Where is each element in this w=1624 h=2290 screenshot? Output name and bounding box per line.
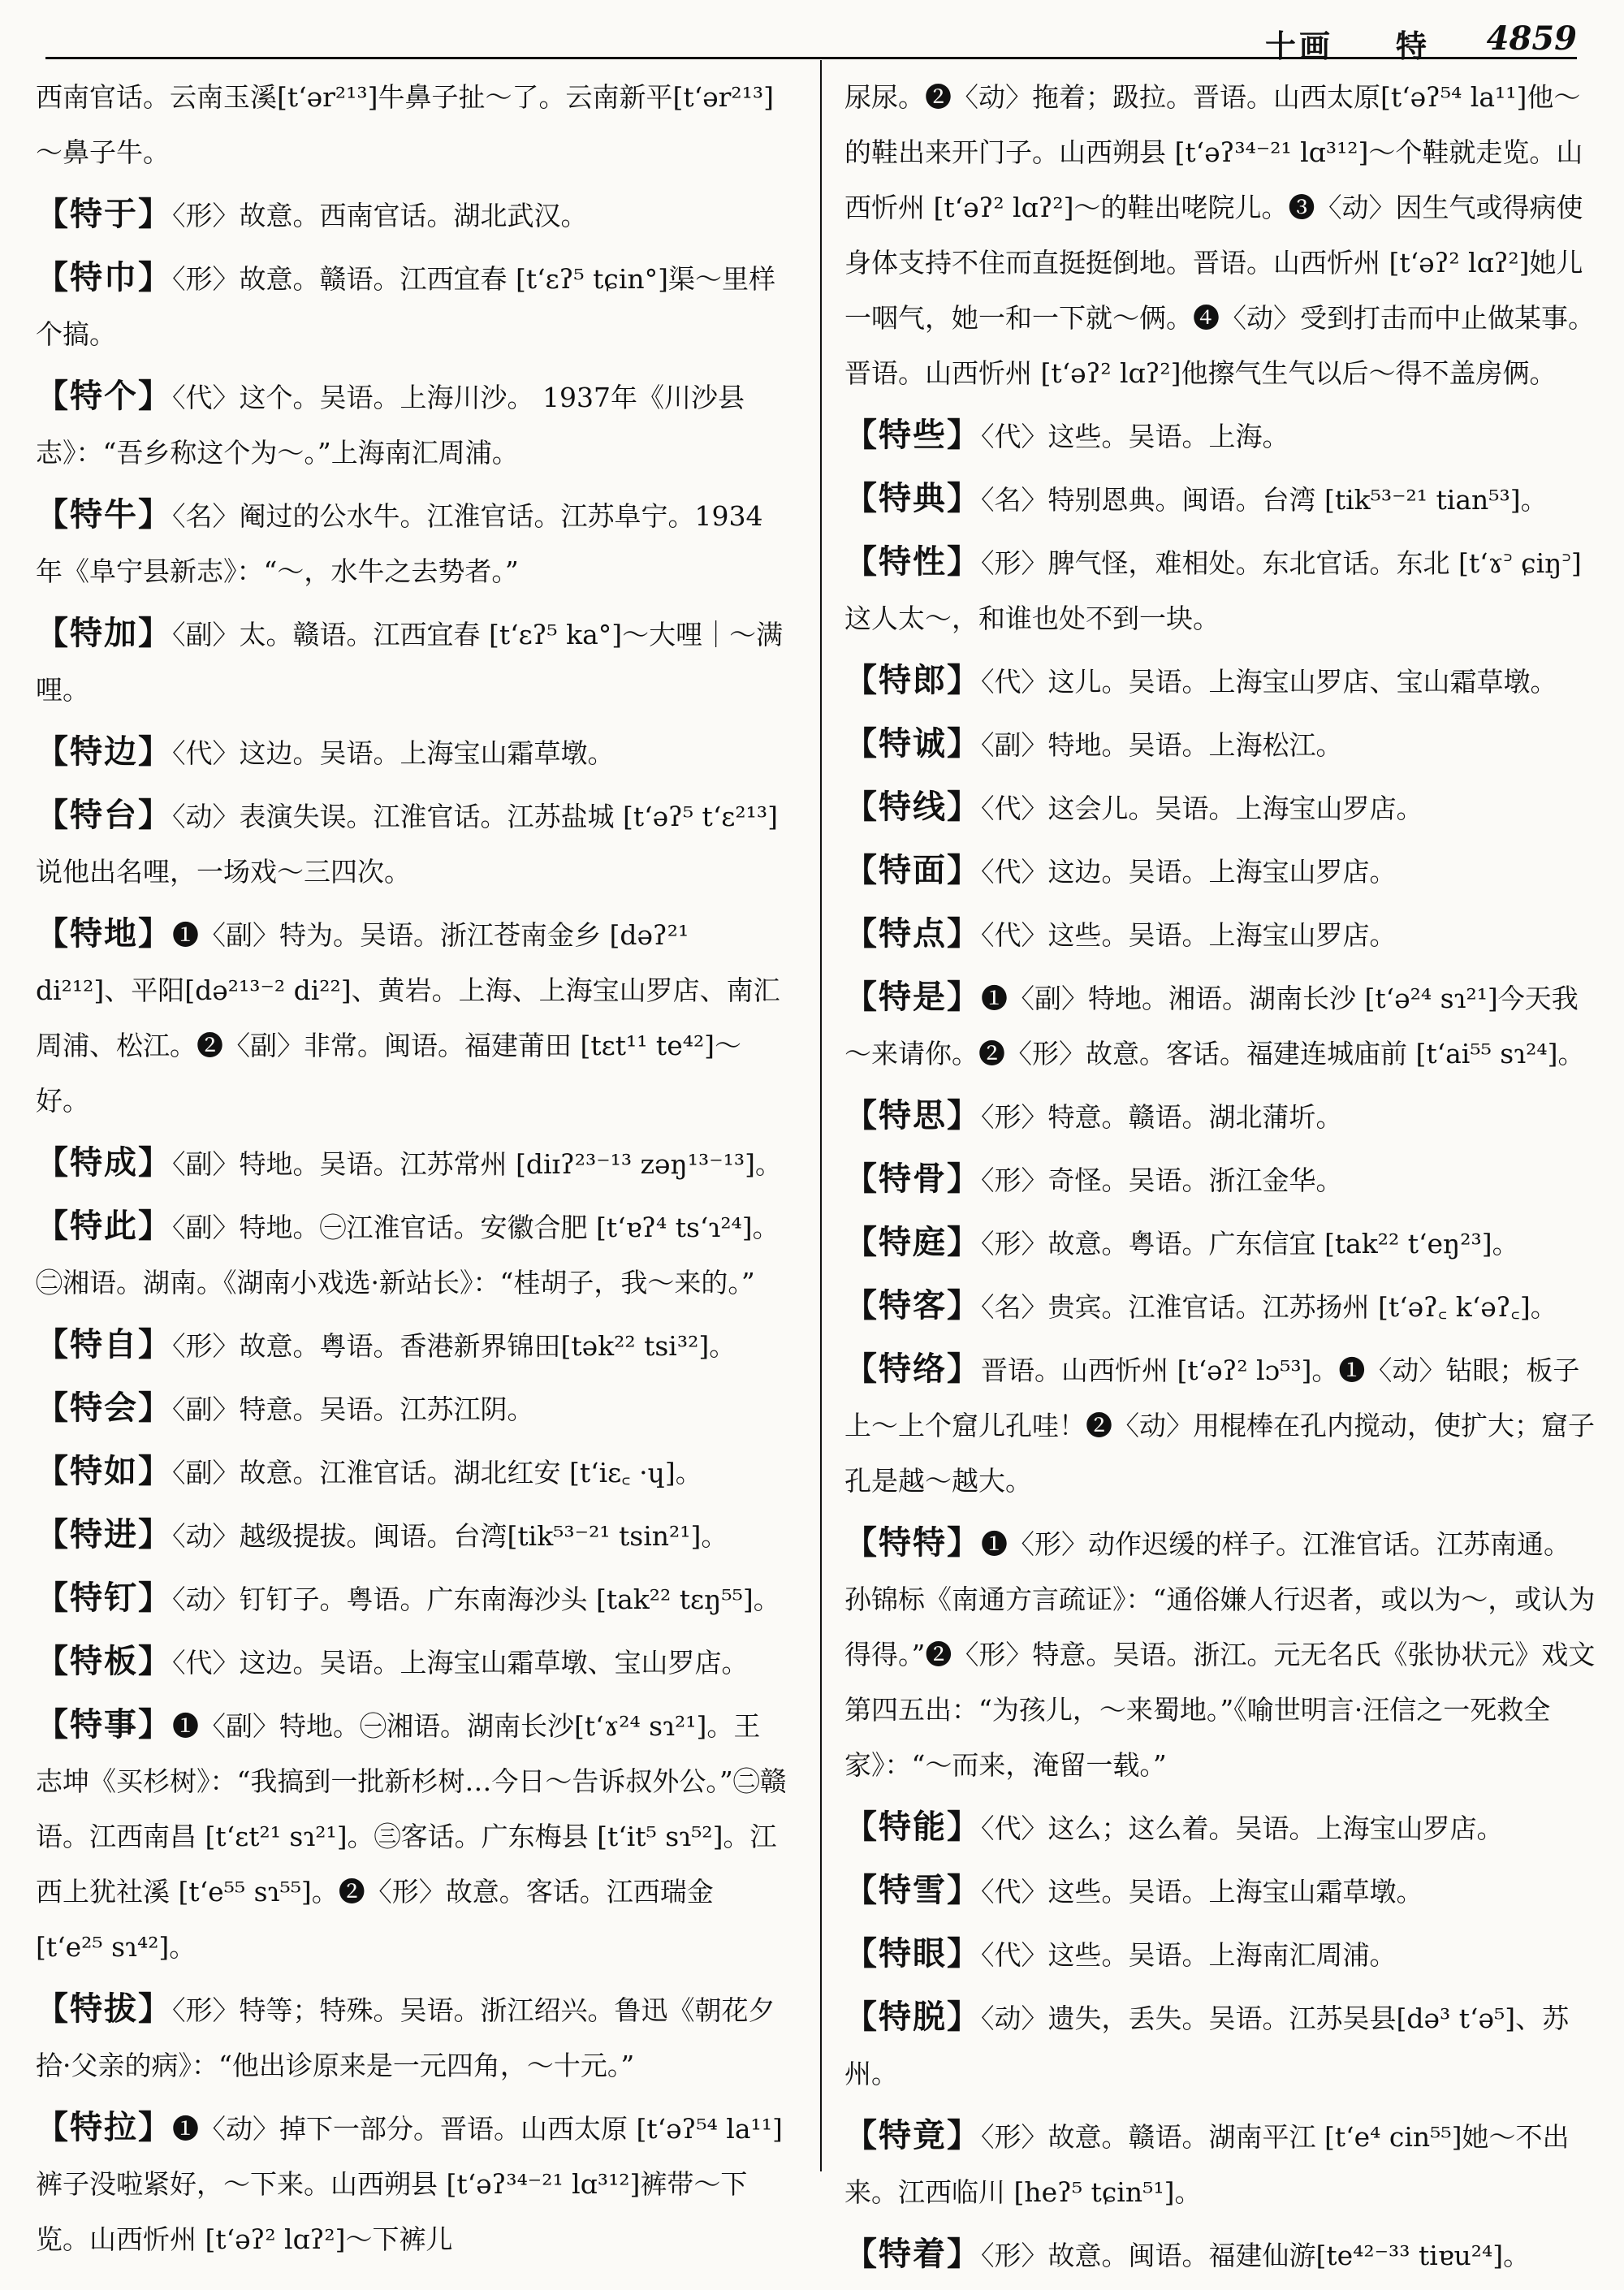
entry-headword: 【特典】: [844, 479, 981, 517]
dictionary-entry: [36, 250, 787, 362]
dictionary-entry: [844, 970, 1596, 1082]
dictionary-entry: [844, 1088, 1596, 1145]
entry-headword: 【特牛】: [36, 495, 172, 534]
entry-definition: ❶〈动〉掉下一部分。晋语。山西太原 [tʻəʔ⁵⁴ la¹¹]裤子没啦紧好，～下来。山西朔县 [tʻəʔ³⁴⁻²¹ lɑ³¹²]裤带～下览。山西忻州 [tʻəʔ² lɑʔ²]～下裤儿: [36, 2113, 783, 2255]
entry-definition: 〈动〉遗失，丢失。吴语。江苏吴县[də³ tʻə⁵]、苏州。: [844, 2003, 1570, 2089]
dictionary-entry: [844, 653, 1596, 710]
entry-definition: 〈名〉贵宾。江淮官话。江苏扬州 [tʻəʔ꜀ kʻəʔ꜀]。: [981, 1291, 1557, 1323]
dictionary-entry: [844, 780, 1596, 836]
dictionary-entry: [36, 1135, 787, 1192]
entry-definition: 〈形〉特等；特殊。吴语。浙江绍兴。鲁迅《朝花夕拾·父亲的病》：“他出诊原来是一元四角，～十元。”: [36, 1994, 775, 2081]
dictionary-entry: [36, 724, 787, 781]
entry-definition: 〈副〉特意。吴语。江苏江阴。: [172, 1393, 534, 1425]
dictionary-entry: [844, 2227, 1596, 2284]
dictionary-entry: [36, 1444, 787, 1501]
entry-definition: 〈代〉这会儿。吴语。上海宝山罗店。: [981, 793, 1423, 824]
dictionary-entry: [36, 2100, 787, 2267]
entry-headword: 【特台】: [36, 796, 172, 834]
page-number: 4859: [1486, 19, 1577, 58]
dictionary-entry: [844, 1278, 1596, 1335]
dictionary-entry: [844, 1800, 1596, 1856]
entry-definition: 〈代〉这些。吴语。上海宝山霜草墩。: [981, 1876, 1423, 1908]
entry-definition: 〈副〉特地。吴语。江苏常州 [diɪʔ²³⁻¹³ zəŋ¹³⁻¹³]。: [172, 1148, 782, 1180]
entry-headword: 【特个】: [36, 377, 172, 415]
entry-headword: 【特眼】: [844, 1934, 981, 1972]
entry-headword: 【特会】: [36, 1389, 172, 1427]
dictionary-entry: [36, 606, 787, 718]
dictionary-entry: [844, 2108, 1596, 2220]
head-character: 特: [1395, 28, 1427, 64]
entry-definition: 〈形〉故意。闽语。福建仙游[te⁴²⁻³³ tiɐu²⁴]。: [981, 2240, 1531, 2271]
dictionary-entry: [844, 1990, 1596, 2102]
page-header: [45, 15, 1577, 64]
dictionary-entry: [36, 1199, 787, 1311]
entry-headword: 【特点】: [844, 914, 981, 953]
entry-headword: 【特进】: [36, 1515, 172, 1553]
entry-headword: 【特着】: [844, 2235, 981, 2273]
entry-definition: 〈代〉这些。吴语。上海南汇周浦。: [981, 1939, 1397, 1971]
entry-definition: ❶〈副〉特地。湘语。湖南长沙 [tʻə²⁴ sɿ²¹]今天我～来请你。❷〈形〉故意。客话。福建连城庙前 [tʻai⁵⁵ sɿ²⁴]。: [844, 983, 1585, 1069]
dictionary-entry: [844, 1926, 1596, 1983]
dictionary-entry: [844, 906, 1596, 963]
entry-definition: 〈形〉奇怪。吴语。浙江金华。: [981, 1164, 1343, 1196]
entry-definition: 〈形〉故意。赣语。湖南平江 [tʻe⁴ cin⁵⁵]她～不出来。江西临川 [heʔ⁵ tɕin⁵¹]。: [844, 2121, 1570, 2208]
entry-definition: 〈名〉特别恩典。闽语。台湾 [tik⁵³⁻²¹ tian⁵³]。: [981, 484, 1548, 516]
entry-headword: 【特于】: [36, 195, 172, 233]
entry-headword: 【特拔】: [36, 1990, 172, 2028]
entry-headword: 【特络】: [844, 1350, 981, 1388]
entry-definition: 〈代〉这么；这么着。吴语。上海宝山罗店。: [981, 1813, 1504, 1844]
entry-headword: 【特地】: [36, 914, 172, 953]
dictionary-entry: [36, 906, 787, 1129]
entry-definition: 尿尿。❷〈动〉拖着；趿拉。晋语。山西太原[tʻəʔ⁵⁴ la¹¹]他～的鞋出来开门子。山西朔县 [tʻəʔ³⁴⁻²¹ lɑ³¹²]～个鞋就走览。山西忻州 [tʻəʔ² lɑʔ²]～的鞋出咾院儿。❸〈动〉因生气或得病使身体支持不住而直挺挺倒地。晋语。山西忻州 [tʻəʔ² lɑʔ²]她儿一咽气，她一和一下就～俩。❹〈动〉受到打击而中止做某事。晋语。山西忻州 [tʻəʔ² lɑʔ²]他擦气生气以后～得不盖房俩。: [844, 81, 1595, 389]
entry-definition: 晋语。山西忻州 [tʻəʔ² lɔ⁵³]。❶〈动〉钻眼；板子上～上个窟儿孔哇！❷〈动〉用棍棒在孔内搅动，使扩大；窟子孔是越～越大。: [844, 1355, 1595, 1497]
entry-headword: 【特庭】: [844, 1223, 981, 1261]
entry-definition: 〈动〉越级提拔。闽语。台湾[tik⁵³⁻²¹ tsin²¹]。: [172, 1520, 728, 1552]
entry-definition: 〈形〉故意。粤语。香港新界锦田[tək²² tsi³²]。: [172, 1330, 736, 1362]
dictionary-entry: [844, 408, 1596, 464]
dictionary-entry: [844, 68, 1596, 401]
dictionary-entry: [36, 369, 787, 481]
entry-headword: 【特思】: [844, 1096, 981, 1134]
entry-headword: 【特脱】: [844, 1998, 981, 2036]
dictionary-entry: [36, 187, 787, 244]
dictionary-entry: [36, 1634, 787, 1691]
entry-headword: 【特自】: [36, 1325, 172, 1363]
dictionary-entry: [36, 1697, 787, 1975]
entry-definition: 〈代〉这边。吴语。上海宝山霜草墩、宝山罗店。: [172, 1647, 749, 1679]
dictionary-entry: [36, 487, 787, 599]
entry-definition: 〈代〉这个。吴语。上海川沙。 1937年《川沙县志》：“吾乡称这个为～。”上海南汇周浦。: [36, 382, 745, 469]
column-divider: [820, 60, 822, 2171]
entry-headword: 【特拉】: [36, 2108, 172, 2146]
entry-headword: 【特能】: [844, 1808, 981, 1846]
dictionary-entry: [844, 1215, 1596, 1272]
entry-definition: 〈代〉这些。吴语。上海。: [981, 421, 1289, 452]
entry-definition: 〈副〉故意。江淮官话。湖北红安 [tʻiɛ꜀ ·ɥ]。: [172, 1457, 702, 1488]
dictionary-entry: [36, 1380, 787, 1437]
entry-definition: 〈代〉这边。吴语。上海宝山罗店。: [981, 856, 1397, 888]
dictionary-entry: [844, 1515, 1596, 1793]
entry-definition: ❶〈副〉特为。吴语。浙江苍南金乡 [dəʔ²¹ di²¹²]、平阳[də²¹³⁻² di²²]、黄岩。上海、上海宝山罗店、南汇周浦、松江。❷〈副〉非常。闽语。福建莆田 [tɛt¹¹ te⁴²]～好。: [36, 919, 780, 1117]
entry-headword: 【特竟】: [844, 2116, 981, 2154]
entry-headword: 【特特】: [844, 1523, 981, 1562]
entry-headword: 【特诚】: [844, 724, 981, 763]
entry-definition: 〈代〉这儿。吴语。上海宝山罗店、宝山霜草墩。: [981, 666, 1557, 698]
entry-definition: 〈形〉故意。粤语。广东信宜 [tak²² tʻeŋ²³]。: [981, 1228, 1519, 1260]
entry-definition: 西南官话。云南玉溪[tʻər²¹³]牛鼻子扯～了。云南新平[tʻər²¹³]～鼻子牛。: [36, 81, 774, 168]
entry-definition: 〈动〉表演失误。江淮官话。江苏盐城 [tʻəʔ⁵ tʻɛ²¹³]说他出名哩，一场戏～三四次。: [36, 801, 778, 888]
entry-headword: 【特是】: [844, 978, 981, 1016]
dictionary-entry: [844, 1863, 1596, 1920]
entry-headword: 【特边】: [36, 732, 172, 771]
entry-headword: 【特成】: [36, 1143, 172, 1182]
section-label: 十画: [1264, 28, 1333, 64]
dictionary-entry: [844, 1342, 1596, 1509]
entry-definition: 〈形〉特意。赣语。湖北蒲圻。: [981, 1101, 1343, 1133]
entry-definition: ❶〈形〉动作迟缓的样子。江淮官话。江苏南通。孙锦标《南通方言疏证》：“通俗嫌人行迟者，或以为～，或认为得得。”❷〈形〉特意。吴语。浙江。元无名氏《张协状元》戏文第四五出：“为孩儿，～来蜀地。”《喻世明言·汪信之一死救全家》：“～而来，淹留一载。”: [844, 1528, 1596, 1781]
entry-headword: 【特巾】: [36, 258, 172, 296]
dictionary-entry: [36, 1317, 787, 1374]
entry-headword: 【特面】: [844, 851, 981, 889]
entry-headword: 【特加】: [36, 614, 172, 652]
entry-definition: 〈名〉阉过的公水牛。江淮官话。江苏阜宁。1934年《阜宁县新志》：“～，水牛之去势者。”: [36, 500, 763, 587]
entry-headword: 【特事】: [36, 1705, 172, 1743]
entry-definition: 〈形〉脾气怪，难相处。东北官话。东北 [tʻɤ꜄ ɕiŋ꜄]这人太～，和谁也处不到一块。: [844, 547, 1582, 634]
dictionary-entry: [844, 716, 1596, 773]
entry-headword: 【特板】: [36, 1642, 172, 1680]
entry-definition: 〈动〉钉钉子。粤语。广东南海沙头 [tak²² tɛŋ⁵⁵]。: [172, 1584, 780, 1615]
entry-headword: 【特骨】: [844, 1160, 981, 1198]
entry-headword: 【特此】: [36, 1207, 172, 1245]
entry-definition: 〈形〉故意。西南官话。湖北武汉。: [172, 200, 588, 231]
entry-definition: 〈副〉特地。吴语。上海松江。: [981, 729, 1343, 761]
entry-headword: 【特如】: [36, 1452, 172, 1490]
dictionary-entry: [844, 843, 1596, 900]
dictionary-entry: [844, 1151, 1596, 1208]
entry-headword: 【特雪】: [844, 1871, 981, 1909]
dictionary-entry: [36, 1571, 787, 1627]
entry-definition: 〈副〉特地。㊀江淮官话。安徽合肥 [tʻɐʔ⁴ tsʻɿ²⁴]。㊁湘语。湖南。《湖南小戏选·新站长》：“桂胡子，我～来的。”: [36, 1212, 780, 1298]
dictionary-entry: [844, 534, 1596, 646]
entry-headword: 【特客】: [844, 1286, 981, 1324]
dictionary-entry: [844, 471, 1596, 528]
entry-definition: ❶〈副〉特地。㊀湘语。湖南长沙[tʻɤ²⁴ sɿ²¹]。王志坤《买杉树》：“我搞到一批新杉树…今日～告诉叔外公。”㊁赣语。江西南昌 [tʻɛt²¹ sɿ²¹]。㊂客话。广东梅县 [tʻit⁵ sɿ⁵²]。江西上犹社溪 [tʻe⁵⁵ sɿ⁵⁵]。❷〈形〉故意。客话。江西瑞金 [tʻe²⁵ sɿ⁴²]。: [36, 1710, 787, 1963]
entry-headword: 【特线】: [844, 788, 981, 826]
entry-definition: 〈代〉这些。吴语。上海宝山罗店。: [981, 919, 1397, 951]
dictionary-entry: [36, 788, 787, 900]
entry-definition: 〈形〉故意。赣语。江西宜春 [tʻɛʔ⁵ tɕin°]渠～里样个搞。: [36, 263, 776, 350]
dictionary-entry: [36, 1981, 787, 2093]
left-column: [36, 68, 787, 2274]
dictionary-entry: [36, 1507, 787, 1564]
entry-headword: 【特性】: [844, 542, 981, 581]
entry-headword: 【特钉】: [36, 1579, 172, 1617]
dictionary-entry: [36, 68, 787, 180]
right-column: [844, 68, 1596, 2290]
entry-headword: 【特郎】: [844, 661, 981, 699]
entry-headword: 【特些】: [844, 416, 981, 454]
entry-definition: 〈代〉这边。吴语。上海宝山霜草墩。: [172, 737, 615, 769]
entry-definition: 〈副〉太。赣语。江西宜春 [tʻɛʔ⁵ ka°]～大哩｜～满哩。: [36, 619, 784, 706]
